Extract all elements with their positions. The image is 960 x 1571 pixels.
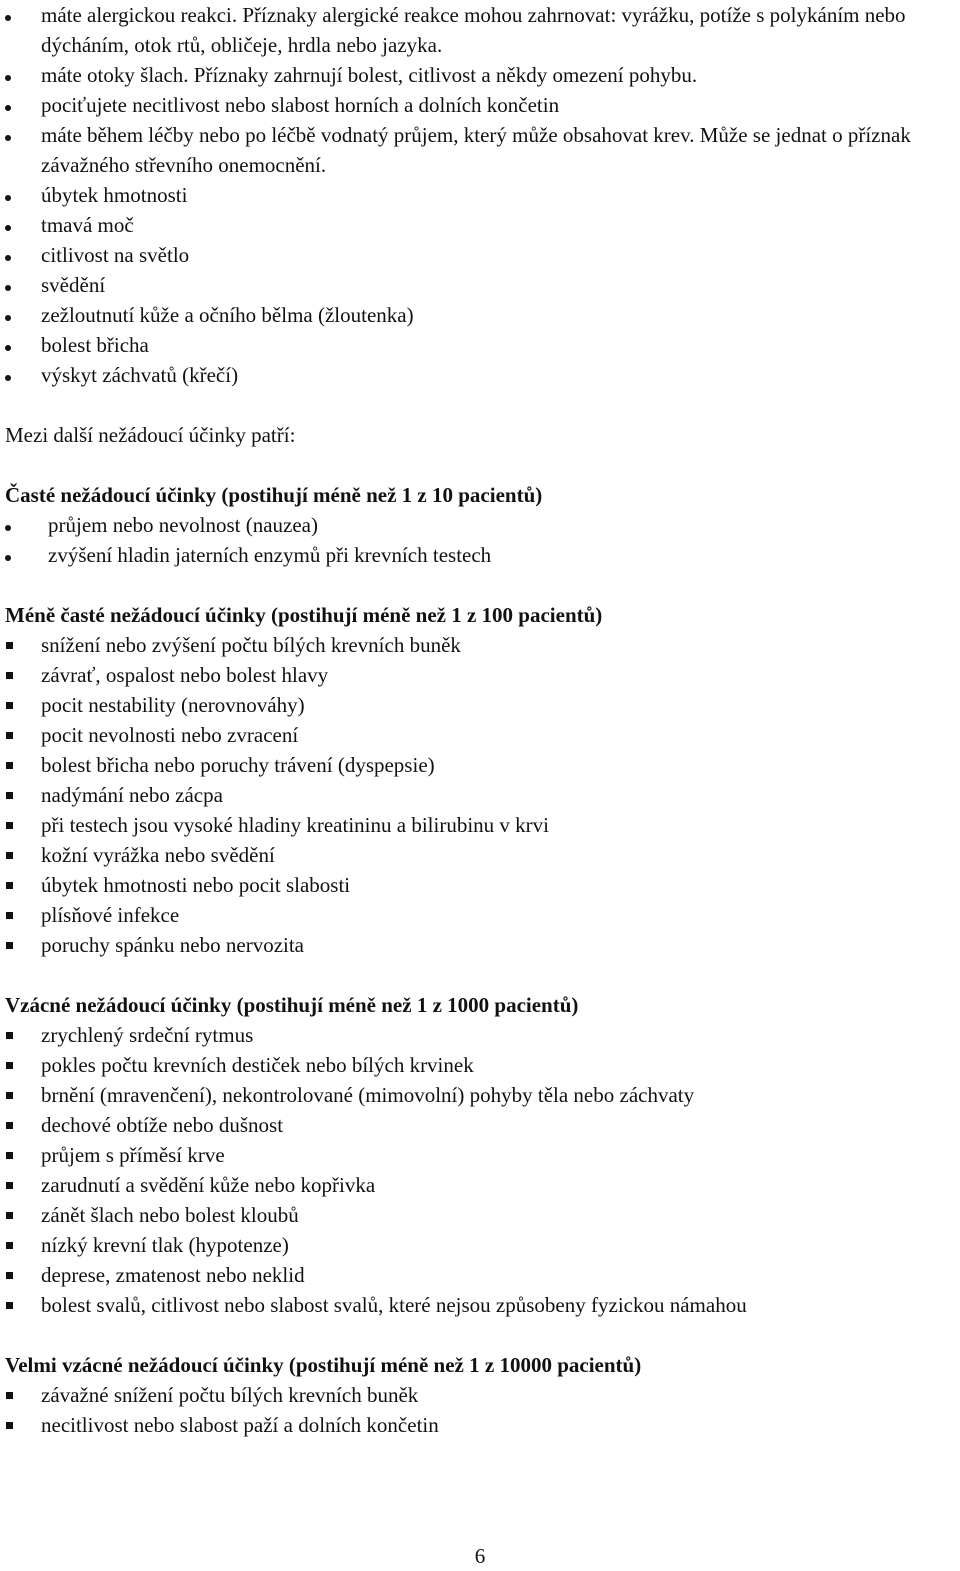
list-item: snížení nebo zvýšení počtu bílých krevních buněk bbox=[5, 630, 950, 660]
list-item: svědění bbox=[5, 270, 950, 300]
list-item: pokles počtu krevních destiček nebo bílých krvinek bbox=[5, 1050, 950, 1080]
very-rare-effects-heading: Velmi vzácné nežádoucí účinky (postihují méně než 1 z 10000 pacientů) bbox=[5, 1353, 642, 1377]
common-effects-heading: Časté nežádoucí účinky (postihují méně než 1 z 10 pacientů) bbox=[5, 483, 543, 507]
list-item: úbytek hmotnosti bbox=[5, 180, 950, 210]
spacer bbox=[5, 960, 950, 990]
list-item: zrychlený srdeční rytmus bbox=[5, 1020, 950, 1050]
list-item: pocit nevolnosti nebo zvracení bbox=[5, 720, 950, 750]
intro-text: Mezi další nežádoucí účinky patří: bbox=[5, 423, 296, 447]
list-item: máte otoky šlach. Příznaky zahrnují bolest, citlivost a někdy omezení pohybu. bbox=[5, 60, 950, 90]
list-item: závrať, ospalost nebo bolest hlavy bbox=[5, 660, 950, 690]
list-item: při testech jsou vysoké hladiny kreatininu a bilirubinu v krvi bbox=[5, 810, 950, 840]
rare-effects-list bbox=[5, 1020, 950, 1320]
page-number: 6 bbox=[474, 1544, 486, 1568]
list-item: bolest svalů, citlivost nebo slabost svalů, které nejsou způsobeny fyzickou námahou bbox=[5, 1290, 950, 1320]
list-item: brnění (mravenčení), nekontrolované (mimovolní) pohyby těla nebo záchvaty bbox=[5, 1080, 950, 1110]
spacer bbox=[5, 450, 950, 480]
list-item: úbytek hmotnosti nebo pocit slabosti bbox=[5, 870, 950, 900]
list-item: tmavá moč bbox=[5, 210, 950, 240]
rare-effects-heading: Vzácné nežádoucí účinky (postihují méně než 1 z 1000 pacientů) bbox=[5, 993, 579, 1017]
spacer bbox=[5, 390, 950, 420]
list-item: necitlivost nebo slabost paží a dolních končetin bbox=[5, 1410, 950, 1440]
list-item: deprese, zmatenost nebo neklid bbox=[5, 1260, 950, 1290]
warning-symptom-list bbox=[5, 0, 950, 390]
list-item: máte během léčby nebo po léčbě vodnatý průjem, který může obsahovat krev. Může se jednat o příznak závažného střevního onemocnění. bbox=[5, 120, 950, 180]
list-item: nízký krevní tlak (hypotenze) bbox=[5, 1230, 950, 1260]
common-effects-list bbox=[5, 510, 950, 570]
list-item: poruchy spánku nebo nervozita bbox=[5, 930, 950, 960]
list-item: nadýmání nebo zácpa bbox=[5, 780, 950, 810]
spacer bbox=[5, 570, 950, 600]
list-item: závažné snížení počtu bílých krevních buněk bbox=[5, 1380, 950, 1410]
list-item: bolest břicha bbox=[5, 330, 950, 360]
list-item: pociťujete necitlivost nebo slabost horních a dolních končetin bbox=[5, 90, 950, 120]
list-item: bolest břicha nebo poruchy trávení (dyspepsie) bbox=[5, 750, 950, 780]
uncommon-effects-list bbox=[5, 630, 950, 960]
list-item: dechové obtíže nebo dušnost bbox=[5, 1110, 950, 1140]
very-rare-effects-list bbox=[5, 1380, 950, 1440]
document-body bbox=[5, 0, 950, 1440]
list-item: průjem s příměsí krve bbox=[5, 1140, 950, 1170]
spacer bbox=[5, 1320, 950, 1350]
list-item: plísňové infekce bbox=[5, 900, 950, 930]
list-item: zežloutnutí kůže a očního bělma (žloutenka) bbox=[5, 300, 950, 330]
list-item: citlivost na světlo bbox=[5, 240, 950, 270]
list-item: máte alergickou reakci. Příznaky alergické reakce mohou zahrnovat: vyrážku, potíže s polykáním nebo dýcháním, otok rtů, obličeje, hrdla nebo jazyka. bbox=[5, 0, 950, 60]
list-item: zánět šlach nebo bolest kloubů bbox=[5, 1200, 950, 1230]
uncommon-effects-heading: Méně časté nežádoucí účinky (postihují méně než 1 z 100 pacientů) bbox=[5, 603, 603, 627]
list-item: průjem nebo nevolnost (nauzea) bbox=[5, 510, 950, 540]
list-item: výskyt záchvatů (křečí) bbox=[5, 360, 950, 390]
list-item: pocit nestability (nerovnováhy) bbox=[5, 690, 950, 720]
list-item: zvýšení hladin jaterních enzymů při krevních testech bbox=[5, 540, 950, 570]
list-item: kožní vyrážka nebo svědění bbox=[5, 840, 950, 870]
list-item: zarudnutí a svědění kůže nebo kopřivka bbox=[5, 1170, 950, 1200]
